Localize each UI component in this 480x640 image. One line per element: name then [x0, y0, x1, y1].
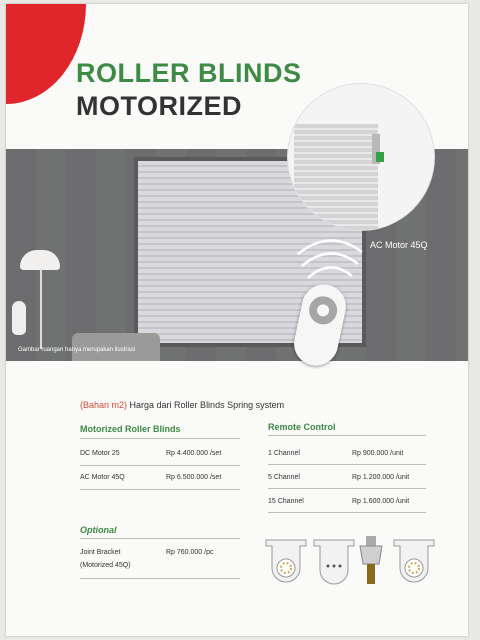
price-row-label: AC Motor 45Q	[80, 474, 125, 481]
divider	[80, 578, 240, 579]
divider	[268, 435, 426, 436]
remote-heading: Remote Control	[268, 422, 336, 432]
motor-indicator-icon	[376, 152, 384, 162]
bracket-part-2-icon	[314, 540, 354, 584]
subtitle-text: Harga dari Roller Blinds Spring system	[127, 400, 285, 410]
optional-item-label: Joint Bracket	[80, 549, 121, 556]
price-row-value: Rp 4.400.000 /set	[166, 450, 222, 457]
price-row-value: Rp 1.200.000 /unit	[352, 474, 410, 481]
price-row-value: Rp 6.500.000 /set	[166, 474, 222, 481]
price-subtitle	[80, 400, 284, 410]
divider	[80, 538, 240, 539]
price-row-label: 15 Channel	[268, 498, 304, 505]
bracket-part-1-icon	[266, 540, 306, 582]
divider	[268, 464, 426, 465]
motorized-heading: Motorized Roller Blinds	[80, 424, 181, 434]
motor-detail-circle	[288, 84, 434, 230]
motor-connector-icon	[360, 536, 382, 584]
lamp-icon	[20, 250, 60, 270]
divider	[80, 489, 240, 490]
divider	[268, 512, 426, 513]
divider	[80, 465, 240, 466]
bracket-part-3-icon	[394, 540, 434, 582]
remote-button-icon	[316, 303, 330, 317]
red-corner-shape	[6, 4, 86, 104]
price-row-value: Rp 900.000 /unit	[352, 450, 404, 457]
photo-caption: Gambar ruangan hanya merupakan ilustrasi	[18, 347, 136, 353]
optional-heading: Optional	[80, 525, 117, 535]
joint-bracket-parts-image	[262, 532, 452, 592]
divider	[80, 438, 240, 439]
signal-waves-icon	[296, 236, 366, 286]
motor-label: AC Motor 45Q	[370, 240, 428, 250]
title-motorized: MOTORIZED	[76, 91, 242, 121]
lamp-stem	[40, 269, 42, 349]
divider	[268, 488, 426, 489]
optional-item-price: Rp 760.000 /pc	[166, 549, 214, 556]
price-row-label: 5 Channel	[268, 474, 300, 481]
title-roller-blinds: ROLLER BLINDS	[76, 58, 302, 88]
blind-closeup	[294, 124, 378, 230]
subtitle-unit: (Bahan m2)	[80, 400, 128, 410]
brochure-page	[6, 4, 468, 636]
price-row-value: Rp 1.600.000 /unit	[352, 498, 410, 505]
price-row-label: DC Motor 25	[80, 450, 120, 457]
optional-item-sublabel: (Motorized 45Q)	[80, 562, 131, 569]
vase-icon	[12, 301, 26, 335]
price-row-label: 1 Channel	[268, 450, 300, 457]
remote-wheel-icon	[307, 294, 340, 327]
